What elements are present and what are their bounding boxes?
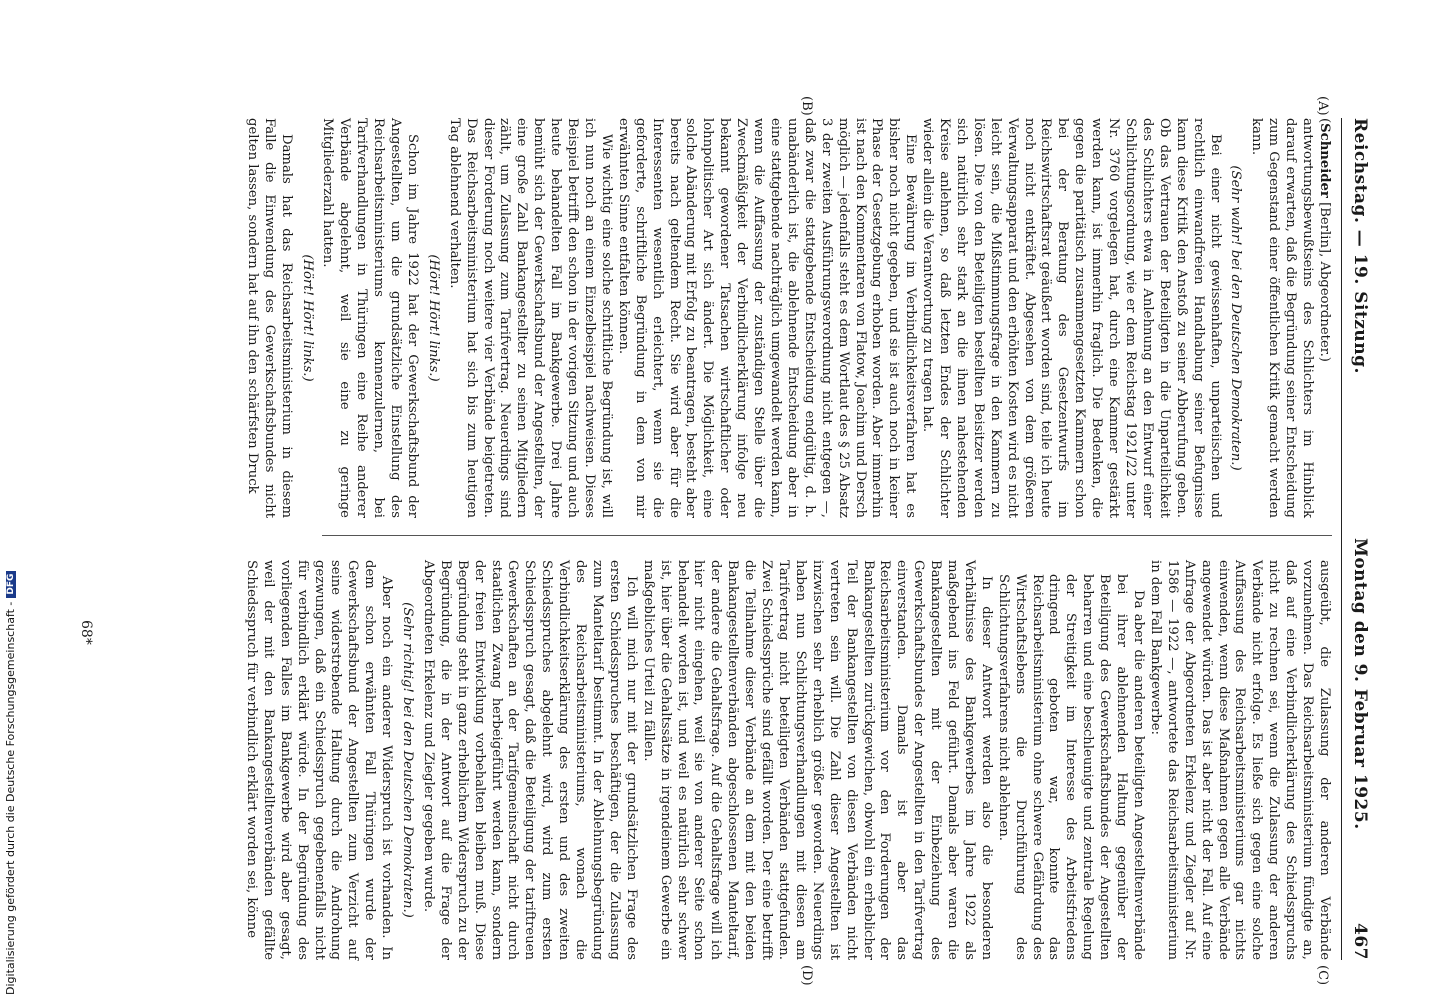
header-session: Reichstag. — 19. Sitzung. [1350,118,1370,374]
paragraph: Ich will mich nur mit der grundsätzlichen Frage des ersten Schiedsspruches beschäftigen, der die Zulassung zum Manteltarif bestimmt. In der Ablehnungsbegründung des Reichsarbeitsministeriums, wonach die Verbindlichkeitserklärung des ersten und des zweiten Schiedsspruches abgelehnt wird, wird zum ersten Schiedsspruch gesagt, daß die Beteiligung der tariftreuen Gewerkschaften an der Tarifgemeinschaft nicht durch staatlichen Zwang herbeigeführt werden kann, sondern der freien Entwicklung vorbehalten bleiben muß. Diese Begründung steht in ganz erheblichem Widerspruch zu der Begründung, die in der Antwort auf die Frage der Abgeordneten Erkelenz und Ziegler gegeben wurde. [420,560,639,960]
speaker-note: [Berlin], Abgeordneter.) [1317,202,1332,362]
margin-marker-c: (C) [1315,965,1330,986]
margin-marker-b: (B) [799,96,814,116]
page-footer-signature: 68* [78,620,94,645]
column-divider [322,535,1332,536]
interjection: (Hört! Hört! links.) [425,254,441,382]
paragraph: Aber noch ein anderer Widerspruch ist vorhanden. In dem schon erwähnten Fall Thüringen wurde der Gewerkschaftsbund der Angestellten zum Verzicht auf seine widerstrebende Haltung durch die Androhung gezwungen, daß ein Schiedsspruch gegebenenfalls nicht für verbindlich erklärt würde. In der Begründung des vorliegenden Falles im Bankgewerbe wird aber gesagt, weil der mit den Bankangestelltenverbänden gefällte Schiedsspruch für verbindlich erklärt worden sei, könne [243,560,395,960]
interjection: (Hört! Hört! links.) [299,254,315,382]
paragraph: Wie wichtig eine solche schriftliche Begründung ist, will ich nun noch an einem Einzelbeispiel nachweisen. Dieses Beispiel betrifft den schon in der vorigen Sitzung und auch heute behandelten Fall im Bankgewerbe. Drei Jahre bemüht sich der Gewerkschaftsbund der Angestellten, der eine große Zahl Bankangestellter zu seinen Mitgliedern zählt, um Zulassung zum Tarifvertrag. Neuerdings sind dieser Forderung noch weitere vier Verbände beigetreten. Das Reichsarbeitsministerium hat sich bis zum heutigen Tag ablehnend verhalten. [446,118,614,518]
interjection: (Sehr richtig! bei den Deutschen Demokraten.) [400,602,416,918]
paragraph: In dieser Antwort werden also die besonderen Verhältnisse des Bankgewerbes im Jahre 1922 als maßgebend ins Feld geführt. Damals aber waren die Bankangestellten mit der Einbeziehung des Gewerkschaftsbundes der Angestellten in den Tarifvertrag einverstanden. Damals ist aber das Reichsarbeitsministerium vor den Forderungen der Bankangestellten zurückgewichen, obwohl ein erheblicher Teil der Bankangestellten von diesen Verbänden nicht vertreten sein will. Die Zahl dieser Angestellten ist inzwischen sehr erheblich größer geworden. Neuerdings haben nun Schlichtungsverhandlungen mit diesen am Tarifvertrag nicht beteiligten Verbänden stattgefunden. Zwei Schiedssprüche sind gefällt worden. Der eine betrifft die Teilnahme dieser Verbände an dem mit den beiden Bankangestelltenverbänden abgeschlossenen Manteltarif, der andere die Gehaltsfrage. Auf die Gehaltsfrage will ich hier nicht eingehen, weil sie von anderer Seite schon behandelt worden ist, und weil es natürlich sehr schwer ist, hier über die Gehaltssätze in irgendeinem Gewerbe ein maßgebliches Urteil zu fällen. [640,560,994,960]
margin-marker-a: (A) [1315,96,1330,116]
paragraph: Eine Bewährung im Verbindlichkeitsverfahren hat es bisher noch nicht gegeben, und sie ist auch noch in keiner Phase der Gesetzgebung erhoben worden. Aber immerhin ist nach den Kommentaren von Flatow, Joachim und Dersch möglich — jedenfalls steht es dem Wortlaut des § 25 Absatz 3 der zweiten Ausführungsverordnung nicht entgegen —, daß zwar die stattgebende Entscheidung endgültig, d. h. unabänderlich ist, die ablehnende Entscheidung aber in eine stattgebende nachträglich umgewandelt werden kann, wenn die Auffassung der zuständigen Stelle über die Zweckmäßigkeit der Verbindlicherklärung infolge neu bekannt gewordener Tatsachen wirtschaftlicher oder lohnpolitischer Art sich ändert. Die Möglichkeit, eine solche Abänderung mit Erfolg zu beantragen, besteht aber bereits nach geltendem Recht. Sie wird aber für die Interessenten wesentlich erleichtert, wenn sie die geforderte, schriftliche Begründung in dem von mir erwähnten Sinne entfalten können. [615,118,919,519]
speaker-name: Schneider [1317,123,1332,198]
paragraph: ausgeübt, die Zulassung der anderen Verbände vorzunehmen. Das Reichsarbeitsministerium fündigte an, daß auf eine Verbindlicherklärung des Schiedsspruchs nicht zu rechnen sei, wenn die Zulassung der anderen Verbände nicht erfolge. Es ließe sich gegen eine solche Auffassung des Reichsarbeitsministeriums gar nichts einwenden, wenn diese Maßnahmen gegen alle Verbände angewendet würden. Das ist aber nicht der Fall. Auf eine Anfrage der Abgeordneten Erkelenz und Ziegler auf Nr. 1586 — 1922 —, antwortete das Reichsarbeitsministerium in dem Fall Bankgewerbe: [1147,560,1332,960]
paragraph: Damals hat das Reichsarbeitsministerium in diesem Falle die Einwendung des Gewerkschaftsbundes nicht gelten lassen, sondern hat auf ihn den schärfsten Druck [244,118,294,518]
speaker-line: (Schneider [Berlin], Abgeordneter.) [1317,118,1332,362]
header-page-number: 467 [1350,923,1370,960]
paragraph: Schon im Jahre 1922 hat der Gewerkschaftsbund der Angestellten, um die grundsätzliche Einstellung des Reichsarbeitsministeriums kennenzulernen, bei Tarifverhandlungen in Thüringen eine Reihe anderer Verbände abgelehnt, weil sie eine zu geringe Mitgliederzahl hatten. [320,118,420,518]
right-column [242,560,1332,960]
left-column [243,118,1332,518]
paragraph: Bei einer nicht gewissenhaften, unparteiischen und rechtlich einwandfreien Handhabung seiner Befugnisse kann diese Kritik den Anstoß zu seiner Abberufung geben. Ob das Vertrauen der Beteiligten in die Unparteilichkeit des Schlichters etwa in Anlehnung an den Entwurf einer Schlichtungsordnung, wie er dem Reichstag 1921/22 unter Nr. 3760 vorgelegen hat, durch eine Kammer gestärkt werden kann, ist immerhin fraglich. Die Bedenken, die gegen die paritätisch zusammengesetzten Kammern schon bei der Beratung des Gesetzentwurfs im Reichswirtschaftsrat geäußert worden sind, teile ich heute noch nicht entkräftet. Abgesehen von dem größeren Verwaltungsapparat und den erhöhten Kosten wird es nicht leicht sein, die Mißstimmungsfrage in den Kammern zu lösen. Die von den Beteiligten bestellten Beisitzer werden sich natürlich sehr stark an die ihnen nahestehenden Kreise anlehnen, so daß letzten Endes der Schlichter wieder allein die Verantwortung zu tragen hat. [920,118,1223,519]
paragraph: antwortungsbewußtseins des Schlichters im Hinblick darauf erwarten, daß die Begründung seiner Entscheidung zum Gegenstand einer öffentlichen Kritik gemacht werden kann. [1249,118,1316,518]
interjection: (Sehr wahr! bei den Deutschen Demokraten.) [1228,165,1244,471]
quoted-paragraph: Da aber die anderen beteiligten Angestelltenverbände bei ihrer ablehnenden Haltung gegenüber der Beteiligung des Gewerkschaftsbundes der Angestellten beharren und eine beschleunigte und zentrale Regelung der Streitigkeit im Interesse des Arbeitsfriedens dringend geboten war, konnte das Reichsarbeitsministerium ohne schwere Gefährdung des Wirtschaftslebens die Durchführung des Schlichtungsverfahrens nicht ablehnen. [995,574,1147,960]
dfg-logo: DFG [6,571,16,598]
credit-label: Digitalisierung gefördert durch die Deutsche Forschungsgemeinschaft - [4,601,17,995]
header-date: Montag den 9. Februar 1925. [1350,538,1370,830]
page-header [1341,118,1372,960]
margin-marker-d: (D) [799,965,814,986]
